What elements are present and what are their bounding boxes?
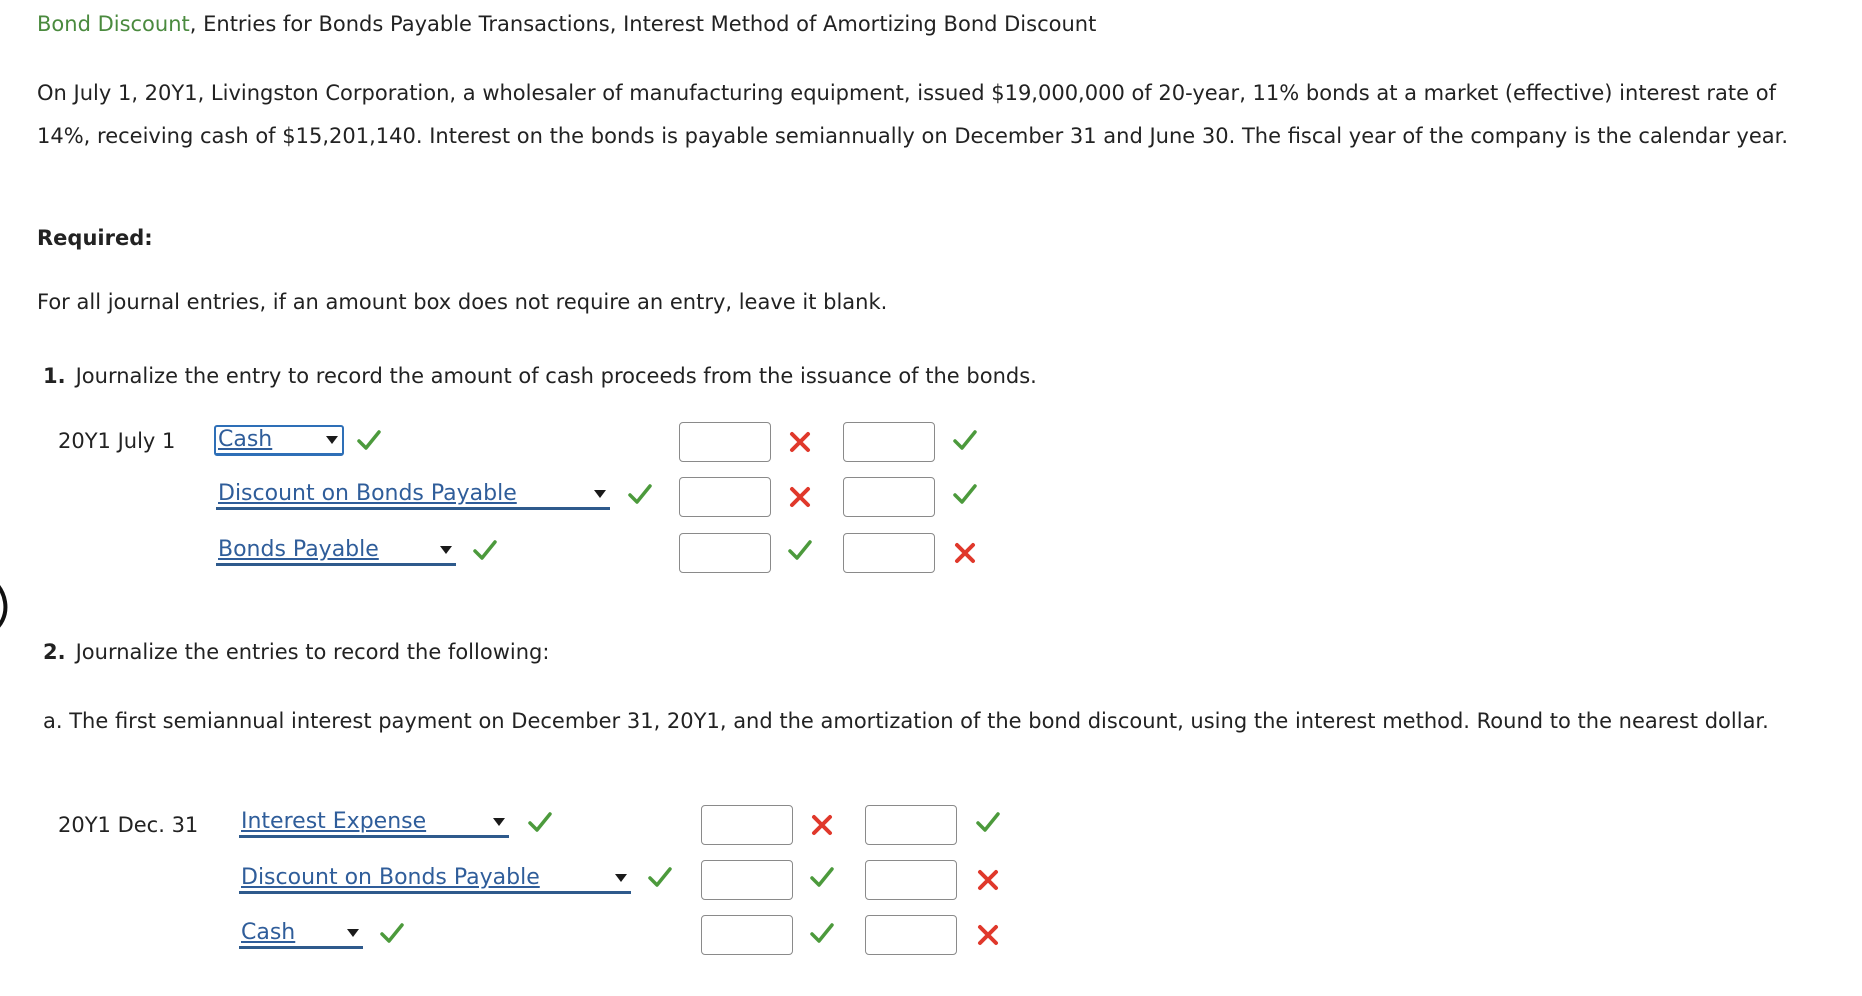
account-select-q1-row2[interactable]	[216, 481, 610, 510]
chevron-down-icon	[347, 929, 359, 937]
topic-link[interactable]: Bond Discount	[37, 12, 190, 36]
account-select-value: Cash	[241, 920, 296, 945]
check-icon	[809, 920, 835, 946]
credit-input-q2-row2[interactable]	[865, 860, 957, 900]
chevron-down-icon	[440, 546, 452, 554]
account-select-q2-row1[interactable]	[239, 809, 509, 838]
chevron-down-icon	[493, 818, 505, 826]
question-2a-text: a. The first semiannual interest payment on December 31, 20Y1, and the amortization of the bond discount, using the interest method. Round to the nearest dollar.	[43, 709, 1769, 733]
debit-input-q2-row1[interactable]	[701, 805, 793, 845]
account-select-value: Discount on Bonds Payable	[241, 865, 540, 890]
account-select-q1-row3[interactable]	[216, 537, 456, 566]
credit-input-q2-row1[interactable]	[865, 805, 957, 845]
check-icon	[356, 427, 382, 453]
page-title	[37, 12, 1096, 36]
check-icon	[527, 809, 553, 835]
title-rest: , Entries for Bonds Payable Transactions, Interest Method of Amortizing Bond Discount	[189, 12, 1097, 36]
account-select-value: Interest Expense	[241, 809, 427, 834]
instructions-text: For all journal entries, if an amount box does not require an entry, leave it blank.	[37, 290, 888, 314]
check-icon	[647, 864, 673, 890]
chevron-down-icon	[615, 874, 627, 882]
check-icon	[379, 920, 405, 946]
check-icon	[952, 481, 978, 507]
question-2-number: 2.	[43, 640, 66, 664]
x-icon	[787, 484, 813, 510]
account-select-q2-row3[interactable]	[239, 920, 363, 949]
account-select-q2-row2[interactable]	[239, 865, 631, 894]
scroll-handle-icon[interactable]	[0, 571, 18, 637]
debit-input-q1-row2[interactable]	[679, 477, 771, 517]
debit-input-q1-row1[interactable]	[679, 422, 771, 462]
credit-input-q1-row3[interactable]	[843, 533, 935, 573]
question-1-number: 1.	[43, 364, 66, 388]
x-icon	[975, 922, 1001, 948]
check-icon	[472, 537, 498, 563]
x-icon	[809, 812, 835, 838]
credit-input-q1-row1[interactable]	[843, 422, 935, 462]
check-icon	[787, 537, 813, 563]
account-select-value: Bonds Payable	[218, 537, 379, 562]
debit-input-q1-row3[interactable]	[679, 533, 771, 573]
credit-input-q2-row3[interactable]	[865, 915, 957, 955]
debit-input-q2-row3[interactable]	[701, 915, 793, 955]
check-icon	[975, 809, 1001, 835]
x-icon	[952, 540, 978, 566]
entry-1-date: 20Y1 July 1	[58, 429, 176, 453]
credit-input-q1-row2[interactable]	[843, 477, 935, 517]
check-icon	[952, 427, 978, 453]
problem-statement: On July 1, 20Y1, Livingston Corporation, a wholesaler of manufacturing equipment, issued $19,000,000 of 20-year, 11% bonds at a market (effective) interest rate of 14%, receiving cash of $15,201,140. Interest on the bonds is payable semiannually on December 31 and June 30. The fiscal year of the company is the calendar year.	[37, 81, 1789, 148]
debit-input-q2-row2[interactable]	[701, 860, 793, 900]
check-icon	[627, 481, 653, 507]
check-icon	[809, 864, 835, 890]
chevron-down-icon	[326, 436, 338, 444]
account-select-value: Cash	[218, 427, 273, 452]
chevron-down-icon	[594, 490, 606, 498]
question-1	[43, 364, 1037, 388]
question-2-text: Journalize the entries to record the following:	[75, 640, 550, 664]
required-heading: Required:	[37, 226, 153, 250]
x-icon	[975, 867, 1001, 893]
x-icon	[787, 429, 813, 455]
account-select-value: Discount on Bonds Payable	[218, 481, 517, 506]
account-select-q1-row1[interactable]	[214, 425, 344, 456]
question-1-text: Journalize the entry to record the amount of cash proceeds from the issuance of the bonds.	[75, 364, 1037, 388]
question-2	[43, 640, 549, 664]
entry-2-date: 20Y1 Dec. 31	[58, 813, 199, 837]
